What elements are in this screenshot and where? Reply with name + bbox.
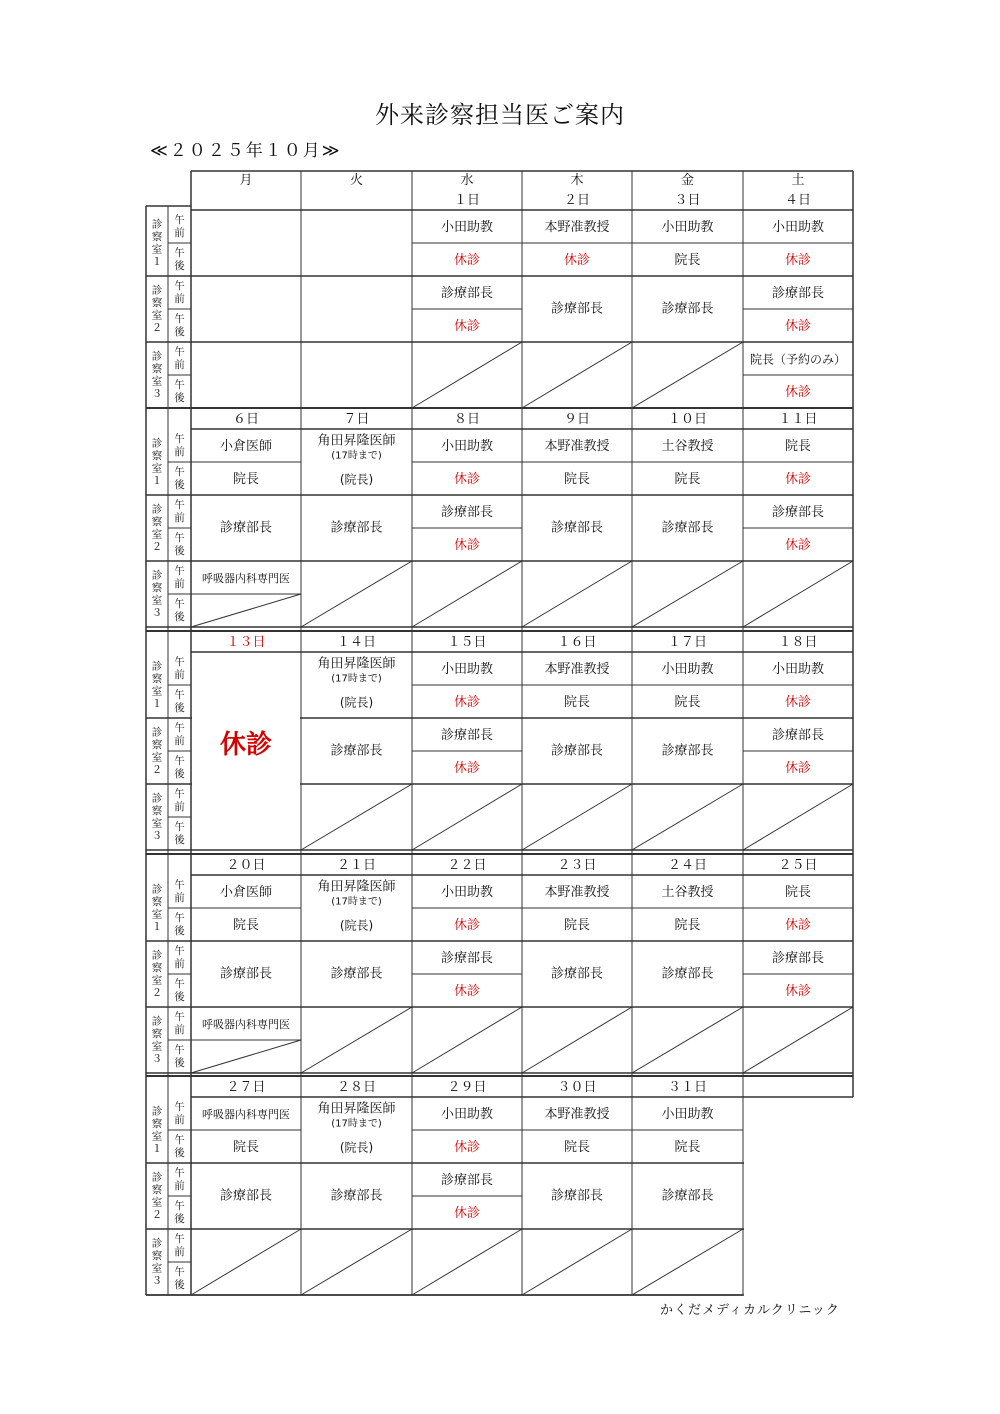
am-doctor: 小田助教 xyxy=(661,1107,714,1122)
pm-label: 午 xyxy=(174,1200,185,1212)
room-label: 察 xyxy=(151,230,163,243)
am-label: 午 xyxy=(174,1167,185,1179)
room-label: 察 xyxy=(151,296,163,309)
diagonal-slash xyxy=(412,561,522,627)
pm-label: 午 xyxy=(174,912,185,924)
date-label: ２４日 xyxy=(667,858,708,873)
pm-doctor: 院長 xyxy=(563,472,591,487)
room-label: ３ xyxy=(151,1052,163,1065)
pm-label: 後 xyxy=(174,1147,185,1159)
am-doctor: 本野准教授 xyxy=(544,885,610,900)
merged-doctor: 角田昇隆医師 xyxy=(317,433,396,449)
am-label: 午 xyxy=(174,656,185,668)
date-label: ３０日 xyxy=(557,1080,597,1095)
room-label: 診 xyxy=(151,350,163,363)
room-label: 診 xyxy=(151,1237,163,1250)
diagonal-slash xyxy=(301,1007,412,1073)
pm-label: 後 xyxy=(174,545,185,557)
room-label: 察 xyxy=(151,961,163,974)
diagonal-slash xyxy=(412,1007,522,1073)
am-doctor: 本野准教授 xyxy=(544,1107,610,1122)
room-label: 診 xyxy=(151,1105,163,1118)
pm-label: 後 xyxy=(174,1279,185,1291)
pm-doctor: 院長 xyxy=(232,472,260,487)
am-label: 前 xyxy=(174,1114,185,1126)
pm-doctor: 院長 xyxy=(674,1140,701,1155)
am-doctor: 診療部長 xyxy=(440,1173,494,1188)
am-doctor: 小田助教 xyxy=(440,662,494,677)
pm-label: 後 xyxy=(174,479,185,491)
pm-closed: 休診 xyxy=(453,918,481,933)
diagonal-slash xyxy=(412,1229,522,1295)
merged-doctor: 診療部長 xyxy=(219,966,273,982)
merged-note: (17時まで) xyxy=(331,673,382,685)
pm-label: 後 xyxy=(174,925,185,937)
date-label: ９日 xyxy=(563,412,591,427)
room-label: 診 xyxy=(151,792,163,805)
diagonal-slash xyxy=(632,784,743,850)
am-label: 午 xyxy=(174,214,185,226)
room-label: 室 xyxy=(151,817,163,830)
date-label: １３日 xyxy=(226,635,266,650)
room-label: 察 xyxy=(151,804,163,817)
am-doctor: 呼吸器内科専門医 xyxy=(202,572,290,585)
am-doctor: 診療部長 xyxy=(440,728,494,743)
am-label: 前 xyxy=(174,735,185,747)
pm-doctor: 院長 xyxy=(674,253,701,268)
am-label: 午 xyxy=(174,433,185,445)
page-title: 外来診察担当医ご案内 xyxy=(375,101,625,129)
room-label: 診 xyxy=(151,503,163,516)
pm-closed: 休診 xyxy=(784,538,812,553)
room-label: 診 xyxy=(151,1171,163,1184)
am-doctor: 本野准教授 xyxy=(544,439,610,454)
room-label: 室 xyxy=(151,243,163,256)
am-label: 前 xyxy=(174,359,185,371)
am-label: 午 xyxy=(174,1233,185,1245)
pm-closed: 休診 xyxy=(453,538,481,553)
am-doctor: 診療部長 xyxy=(771,505,825,520)
merged-note: (17時まで) xyxy=(331,1118,382,1130)
pm-doctor: 院長 xyxy=(563,918,591,933)
am-doctor: 診療部長 xyxy=(440,951,494,966)
am-label: 前 xyxy=(174,1180,185,1192)
room-label: 室 xyxy=(151,751,163,764)
am-doctor: 呼吸器内科専門医 xyxy=(202,1018,290,1031)
date-label: ２８日 xyxy=(336,1080,377,1095)
am-label: 午 xyxy=(174,945,185,957)
am-doctor: 小倉医師 xyxy=(219,439,273,454)
diagonal-slash xyxy=(522,784,632,850)
diagonal-slash xyxy=(522,1007,632,1073)
merged-doctor: 角田昇隆医師 xyxy=(317,656,396,672)
date-label: ２０日 xyxy=(226,858,266,873)
pm-closed: 休診 xyxy=(453,1140,481,1155)
date-label: ３日 xyxy=(674,193,701,208)
date-label: ８日 xyxy=(453,412,481,427)
diagonal-slash xyxy=(743,1007,853,1073)
room-label: 診 xyxy=(151,949,163,962)
diagonal-slash xyxy=(632,1229,743,1295)
am-label: 午 xyxy=(174,1101,185,1113)
room-label: 診 xyxy=(151,569,163,582)
room-label: 室 xyxy=(151,1262,163,1275)
pm-label: 午 xyxy=(174,821,185,833)
date-label: ２７日 xyxy=(226,1080,266,1095)
diagonal-slash xyxy=(632,561,743,627)
weekday-header-5: 土 xyxy=(791,173,805,188)
date-label: ２９日 xyxy=(447,1080,487,1095)
room-label: １ xyxy=(151,474,163,487)
pm-label: 後 xyxy=(174,991,185,1003)
am-doctor: 土谷教授 xyxy=(661,439,714,454)
room-label: 室 xyxy=(151,375,163,388)
pm-label: 午 xyxy=(174,689,185,701)
pm-closed: 休診 xyxy=(784,918,812,933)
am-label: 前 xyxy=(174,801,185,813)
date-label: ３１日 xyxy=(667,1080,708,1095)
merged-doctor: 角田昇隆医師 xyxy=(317,879,396,895)
am-label: 前 xyxy=(174,892,185,904)
pm-label: 後 xyxy=(174,834,185,846)
diagonal-slash xyxy=(191,1040,301,1073)
am-label: 午 xyxy=(174,1011,185,1023)
room-label: ２ xyxy=(151,763,163,776)
pm-label: 午 xyxy=(174,466,185,478)
date-label: １４日 xyxy=(336,635,377,650)
am-label: 午 xyxy=(174,280,185,292)
pm-label: 午 xyxy=(174,755,185,767)
merged-doctor: 診療部長 xyxy=(330,966,383,982)
holiday-label: 休診 xyxy=(219,730,273,760)
merged-doctor: 角田昇隆医師 xyxy=(317,1101,396,1117)
pm-closed: 休診 xyxy=(453,761,481,776)
merged-note: (17時まで) xyxy=(331,450,382,462)
diagonal-slash xyxy=(743,561,853,627)
pm-closed: 休診 xyxy=(453,319,481,334)
pm-doctor: 院長 xyxy=(674,918,701,933)
room-label: 診 xyxy=(151,1015,163,1028)
am-doctor: 小田助教 xyxy=(440,439,494,454)
weekday-header-2: 水 xyxy=(460,173,474,188)
merged-doctor: 診療部長 xyxy=(550,966,604,982)
pm-label: 後 xyxy=(174,611,185,623)
clinic-name: かくだメディカルクリニック xyxy=(660,1303,840,1318)
am-doctor: 診療部長 xyxy=(771,951,825,966)
room-label: 室 xyxy=(151,462,163,475)
am-doctor: 診療部長 xyxy=(771,728,825,743)
room-label: ２ xyxy=(151,1208,163,1221)
room-label: 室 xyxy=(151,1130,163,1143)
am-doctor: 小田助教 xyxy=(661,220,714,235)
room-label: ３ xyxy=(151,387,163,400)
am-doctor: 呼吸器内科専門医 xyxy=(202,1108,290,1121)
room-label: 室 xyxy=(151,309,163,322)
pm-closed: 休診 xyxy=(453,472,481,487)
room-label: ３ xyxy=(151,829,163,842)
date-label: １１日 xyxy=(778,412,818,427)
diagonal-slash xyxy=(191,1229,301,1295)
pm-label: 午 xyxy=(174,1044,185,1056)
pm-doctor: 院長 xyxy=(674,695,701,710)
room-label: 診 xyxy=(151,284,163,297)
pm-doctor: (院長) xyxy=(339,918,374,933)
diagonal-slash xyxy=(301,1229,412,1295)
date-label: ２２日 xyxy=(447,858,487,873)
room-label: ３ xyxy=(151,606,163,619)
pm-label: 午 xyxy=(174,978,185,990)
am-label: 前 xyxy=(174,512,185,524)
room-label: 察 xyxy=(151,581,163,594)
room-label: 察 xyxy=(151,515,163,528)
date-label: ２日 xyxy=(563,193,591,208)
pm-label: 後 xyxy=(174,326,185,338)
am-label: 午 xyxy=(174,879,185,891)
room-label: ２ xyxy=(151,540,163,553)
pm-closed: 休診 xyxy=(784,385,812,400)
am-label: 前 xyxy=(174,227,185,239)
weekday-header-1: 火 xyxy=(349,173,364,188)
am-doctor: 診療部長 xyxy=(440,505,494,520)
pm-closed: 休診 xyxy=(453,1206,481,1221)
pm-closed: 休診 xyxy=(784,761,812,776)
room-label: 診 xyxy=(151,883,163,896)
room-label: 室 xyxy=(151,1196,163,1209)
room-label: 察 xyxy=(151,895,163,908)
room-label: 診 xyxy=(151,660,163,673)
room-label: １ xyxy=(151,255,163,268)
date-label: ２１日 xyxy=(336,858,377,873)
am-doctor: 本野准教授 xyxy=(544,662,610,677)
merged-doctor: 診療部長 xyxy=(550,301,604,317)
pm-label: 午 xyxy=(174,1134,185,1146)
pm-label: 午 xyxy=(174,532,185,544)
diagonal-slash xyxy=(743,784,853,850)
merged-doctor: 診療部長 xyxy=(330,1188,383,1204)
pm-closed: 休診 xyxy=(563,253,591,268)
pm-closed: 休診 xyxy=(784,319,812,334)
am-label: 前 xyxy=(174,1246,185,1258)
empty-cell xyxy=(744,1098,853,1298)
room-label: ２ xyxy=(151,986,163,999)
diagonal-slash xyxy=(522,1229,632,1295)
pm-label: 午 xyxy=(174,379,185,391)
room-label: 察 xyxy=(151,1027,163,1040)
pm-closed: 休診 xyxy=(784,472,812,487)
room-label: 察 xyxy=(151,738,163,751)
am-label: 午 xyxy=(174,565,185,577)
pm-label: 後 xyxy=(174,702,185,714)
am-label: 午 xyxy=(174,346,185,358)
merged-doctor: 診療部長 xyxy=(661,966,714,982)
room-label: 察 xyxy=(151,1183,163,1196)
pm-doctor: (院長) xyxy=(339,1140,374,1155)
am-doctor: 小田助教 xyxy=(440,220,494,235)
weekday-header-0: 月 xyxy=(239,173,253,188)
room-label: 室 xyxy=(151,908,163,921)
merged-doctor: 診療部長 xyxy=(661,520,714,536)
room-label: 察 xyxy=(151,1249,163,1262)
date-label: ７日 xyxy=(343,412,370,427)
pm-doctor: 院長 xyxy=(674,472,701,487)
room-label: 室 xyxy=(151,528,163,541)
pm-doctor: 院長 xyxy=(563,695,591,710)
diagonal-slash xyxy=(632,342,743,408)
am-doctor: 土谷教授 xyxy=(661,885,714,900)
date-label: １８日 xyxy=(778,635,818,650)
room-label: 察 xyxy=(151,449,163,462)
am-doctor: 小田助教 xyxy=(440,885,494,900)
month-label: ≪２０２５年１０月≫ xyxy=(150,141,342,161)
merged-note: (17時まで) xyxy=(331,896,382,908)
pm-doctor: 院長 xyxy=(232,918,260,933)
date-label: １５日 xyxy=(447,635,487,650)
pm-label: 午 xyxy=(174,1266,185,1278)
am-doctor: 診療部長 xyxy=(771,286,825,301)
room-label: ３ xyxy=(151,1274,163,1287)
am-doctor: 小田助教 xyxy=(771,220,825,235)
pm-doctor: (院長) xyxy=(339,695,374,710)
merged-doctor: 診療部長 xyxy=(330,743,383,759)
am-doctor: 院長 xyxy=(784,885,812,900)
pm-closed: 休診 xyxy=(784,253,812,268)
date-label: １６日 xyxy=(557,635,597,650)
date-label: ２５日 xyxy=(778,858,818,873)
am-doctor: 小倉医師 xyxy=(219,885,273,900)
room-label: 診 xyxy=(151,218,163,231)
am-label: 前 xyxy=(174,1024,185,1036)
am-doctor: 本野准教授 xyxy=(544,220,610,235)
pm-closed: 休診 xyxy=(784,984,812,999)
pm-closed: 休診 xyxy=(784,695,812,710)
merged-doctor: 診療部長 xyxy=(330,520,383,536)
am-label: 前 xyxy=(174,578,185,590)
room-label: 診 xyxy=(151,437,163,450)
am-doctor: 小田助教 xyxy=(771,662,825,677)
room-label: 室 xyxy=(151,685,163,698)
am-label: 午 xyxy=(174,499,185,511)
merged-doctor: 診療部長 xyxy=(550,520,604,536)
diagonal-slash xyxy=(301,784,412,850)
diagonal-slash xyxy=(412,784,522,850)
am-label: 前 xyxy=(174,446,185,458)
pm-label: 午 xyxy=(174,247,185,259)
weekday-header-3: 木 xyxy=(570,173,584,188)
merged-doctor: 診療部長 xyxy=(661,301,714,317)
am-doctor: 院長（予約のみ） xyxy=(749,352,847,367)
pm-label: 後 xyxy=(174,768,185,780)
merged-doctor: 診療部長 xyxy=(550,743,604,759)
diagonal-slash xyxy=(301,561,412,627)
pm-label: 後 xyxy=(174,260,185,272)
pm-closed: 休診 xyxy=(453,984,481,999)
room-label: ２ xyxy=(151,321,163,334)
merged-doctor: 診療部長 xyxy=(661,1188,714,1204)
date-label: ２３日 xyxy=(557,858,597,873)
pm-label: 後 xyxy=(174,1057,185,1069)
pm-label: 後 xyxy=(174,392,185,404)
diagonal-slash xyxy=(522,561,632,627)
am-doctor: 小田助教 xyxy=(440,1107,494,1122)
room-label: 室 xyxy=(151,1040,163,1053)
am-label: 前 xyxy=(174,293,185,305)
pm-label: 午 xyxy=(174,598,185,610)
pm-closed: 休診 xyxy=(453,695,481,710)
room-label: 室 xyxy=(151,594,163,607)
date-label: １日 xyxy=(453,193,481,208)
pm-doctor: 院長 xyxy=(232,1140,260,1155)
date-label: １７日 xyxy=(667,635,708,650)
date-label: ６日 xyxy=(232,412,260,427)
am-label: 前 xyxy=(174,958,185,970)
merged-doctor: 診療部長 xyxy=(550,1188,604,1204)
room-label: 察 xyxy=(151,362,163,375)
room-label: １ xyxy=(151,920,163,933)
room-label: 室 xyxy=(151,974,163,987)
room-label: 察 xyxy=(151,1117,163,1130)
room-label: １ xyxy=(151,1142,163,1155)
room-label: 診 xyxy=(151,726,163,739)
weekday-header-4: 金 xyxy=(680,173,695,188)
room-label: 察 xyxy=(151,672,163,685)
diagonal-slash xyxy=(522,342,632,408)
merged-doctor: 診療部長 xyxy=(661,743,714,759)
am-doctor: 診療部長 xyxy=(440,286,494,301)
am-label: 前 xyxy=(174,669,185,681)
diagonal-slash xyxy=(632,1007,743,1073)
pm-label: 午 xyxy=(174,313,185,325)
pm-doctor: 院長 xyxy=(563,1140,591,1155)
am-doctor: 院長 xyxy=(784,439,812,454)
diagonal-slash xyxy=(191,594,301,627)
diagonal-slash xyxy=(412,342,522,408)
merged-doctor: 診療部長 xyxy=(219,1188,273,1204)
date-label: ４日 xyxy=(784,193,812,208)
pm-closed: 休診 xyxy=(453,253,481,268)
am-label: 午 xyxy=(174,722,185,734)
am-doctor: 小田助教 xyxy=(661,662,714,677)
room-label: １ xyxy=(151,697,163,710)
pm-doctor: (院長) xyxy=(339,472,374,487)
pm-label: 後 xyxy=(174,1213,185,1225)
am-label: 午 xyxy=(174,788,185,800)
date-label: １０日 xyxy=(667,412,708,427)
merged-doctor: 診療部長 xyxy=(219,520,273,536)
